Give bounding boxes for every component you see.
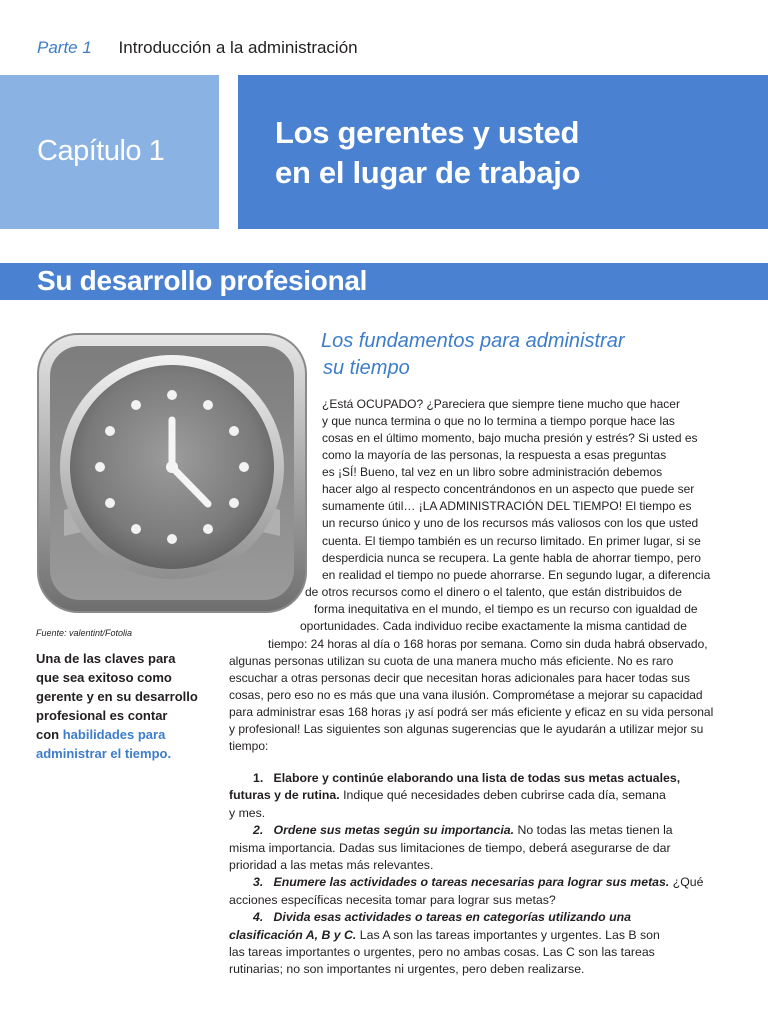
item-bold: clasificación A, B y C. — [229, 927, 357, 942]
list-item-cont: las tareas importantes o urgentes, pero no ambas cosas. Las C son las tareas — [229, 945, 655, 960]
running-header — [37, 38, 358, 58]
part-label: Parte 1 — [37, 38, 92, 57]
part-title: Introducción a la administración — [118, 38, 358, 57]
item-text: Las A son las tareas importantes y urgentes. Las B son — [356, 927, 660, 942]
chapter-label-box — [0, 75, 219, 229]
list-item-cont: misma importancia. Dadas sus limitaciones de tiempo, deberá asegurarse de dar — [229, 840, 671, 855]
sidebar-line: Una de las claves para — [36, 651, 176, 666]
image-credit: Fuente: valentint/Fotolia — [36, 628, 133, 638]
sidebar-prefix: con — [36, 727, 63, 742]
subheading-line-2: su tiempo — [323, 357, 410, 379]
item-bold: Divida esas actividades o tareas en categorías utilizando una — [273, 910, 631, 925]
body-line: ¿Está OCUPADO? ¿Pareciera que siempre tiene mucho que hacer — [322, 397, 680, 411]
sidebar-highlight: administrar el tiempo — [36, 746, 168, 761]
suggestions-list — [229, 770, 704, 979]
sidebar-line: gerente y en su desarrollo — [36, 689, 198, 704]
body-line: desperdicia nunca se recupera. La gente habla de ahorrar tiempo, pero — [322, 551, 701, 565]
body-line: hacer algo al respecto concentrándonos en un aspecto que puede ser — [322, 482, 695, 496]
item-bold: Elabore y continúe elaborando una lista de todas sus metas actuales, — [273, 771, 681, 785]
item-text: ¿Qué — [669, 875, 704, 890]
sidebar-line — [36, 725, 216, 744]
body-line: de otros recursos como el dinero o el talento, que están distribuidos de — [305, 585, 682, 599]
body-line: algunas personas utilizan su cuota de una manera mucho más eficiente. No es raro — [229, 654, 674, 668]
list-item-cont: y mes. — [229, 805, 266, 820]
body-line: en realidad el tiempo no puede ahorrarse. En segundo lugar, a diferencia — [322, 568, 711, 582]
item-bold: Ordene sus metas según su importancia. — [273, 823, 515, 838]
body-line: es ¡SÍ! Bueno, tal vez en un libro sobre administración debemos — [322, 465, 663, 479]
body-line: tiempo: 24 horas al día o 168 horas por semana. Como sin duda habrá observado, — [268, 637, 708, 651]
list-item — [229, 822, 679, 839]
list-item — [229, 909, 679, 926]
body-line: cosas, pero eso no es más que una vana ilusión. Comprométase a mejorar su capacidad — [229, 688, 703, 702]
chapter-title — [275, 113, 580, 193]
body-line: y que nunca termina o que no lo termina a tiempo porque hace las — [322, 414, 675, 428]
body-line: cosas en el último momento, bajo mucha presión y estrés? Si usted es — [322, 431, 698, 445]
list-item-cont: acciones específicas necesita tomar para lograr sus metas? — [229, 892, 556, 907]
section-title: Su desarrollo profesional — [37, 265, 368, 296]
section-bar — [0, 263, 768, 300]
sidebar-line — [36, 744, 216, 763]
article-subheading — [321, 328, 721, 382]
body-line: forma inequitativa en el mundo, el tiempo es un recurso con igualdad de — [314, 602, 698, 616]
body-line: cuenta. El tiempo también es un recurso limitado. En primer lugar, si se — [322, 534, 701, 548]
chapter-title-line-1: Los gerentes y usted — [275, 115, 580, 150]
list-item — [229, 874, 704, 891]
list-item-cont — [229, 927, 679, 944]
sidebar-line: que sea exitoso como — [36, 670, 172, 685]
clock-icon — [36, 332, 308, 614]
chapter-title-box — [238, 75, 768, 229]
item-number: 4. — [253, 910, 264, 925]
body-line: escuchar a otras personas decir que necesitan horas adicionales para hacer todas sus — [229, 671, 690, 685]
chapter-title-line-2: en el lugar de trabajo — [275, 155, 581, 190]
sidebar-callout — [36, 649, 216, 763]
item-number: 2. — [253, 823, 264, 838]
sidebar-period: . — [167, 746, 172, 761]
item-bold: futuras y de rutina. — [229, 788, 340, 803]
body-line: sumamente útil… ¡LA ADMINISTRACIÓN DEL TIEMPO! El tiempo es — [322, 499, 692, 513]
item-number: 3. — [253, 875, 264, 890]
body-line: para administrar esas 168 horas ¡y así podrá ser más eficiente y eficaz en su vida personal — [229, 705, 714, 719]
subheading-line-1: Los fundamentos para administrar — [321, 330, 625, 352]
list-item-cont — [229, 787, 679, 804]
body-line: tiempo: — [229, 739, 269, 753]
clock-illustration — [36, 332, 308, 614]
sidebar-highlight: habilidades para — [62, 727, 166, 742]
sidebar-line: profesional es contar — [36, 708, 168, 723]
item-text: No todas las metas tienen la — [514, 823, 673, 838]
chapter-label: Capítulo 1 — [37, 135, 165, 167]
item-number: 1. — [253, 771, 264, 785]
body-line: un recurso único y uno de los recursos más valiosos con los que usted — [322, 516, 699, 530]
list-item-cont: prioridad a las metas más relevantes. — [229, 858, 434, 873]
item-bold: Enumere las actividades o tareas necesarias para lograr sus metas. — [273, 875, 670, 890]
item-text: Indique qué necesidades deben cubrirse cada día, semana — [339, 788, 666, 803]
body-line: oportunidades. Cada individuo recibe exactamente la misma cantidad de — [300, 619, 687, 633]
list-item-cont: rutinarias; no son importantes ni urgentes, pero deben realizarse. — [229, 962, 585, 977]
body-line: y profesional! Las siguientes son algunas sugerencias que le ayudarán a utilizar mejor su — [229, 722, 704, 736]
list-item — [229, 770, 679, 787]
body-line: como la mayoría de las personas, la respuesta a esas preguntas — [322, 448, 667, 462]
